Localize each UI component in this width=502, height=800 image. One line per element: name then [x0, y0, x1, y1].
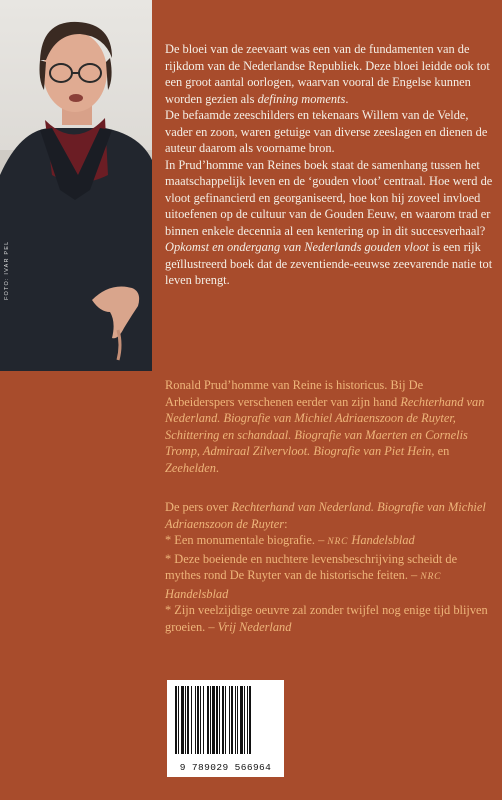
press-quotes [165, 499, 495, 635]
description-paragraph-2: De befaamde zeeschilders en tekenaars Willem van de Velde, vader en zoon, waren getuige van diverse zeeslagen en dienen de auteur daarom als voorname bron. [165, 108, 488, 155]
photo-credit: FOTO: IVAR PEL [4, 240, 10, 300]
author-photo [0, 0, 152, 371]
description-paragraph-1: De bloei van de zeevaart was een van de fundamenten van de rijkdom van de Nederlandse Republiek. Deze bloei leidde ook tot een groot aantal oorlogen, waarvan vooral de Engelse kunnen worden gezien als defining moments. [165, 42, 490, 106]
isbn-barcode [167, 680, 284, 777]
press-intro: De pers over Rechterhand van Nederland. Biografie van Michiel Adriaenszoon de Ruyter: [165, 500, 486, 531]
description-paragraph-3: In Prud’homme van Reines boek staat de samenhang tussen het maatschappelijk leven en de ‘gouden vloot’ centraal. Hoe werd de vloot gefinancierd en georganiseerd, hoe kon hij zoveel invloed uitoefenen op de cultuur van de Gouden Eeuw, en waarom trad er binnen enkele decennia al een kentering op in dit succesverhaal? [165, 157, 493, 238]
press-quote-3: * Zijn veelzijdige oeuvre zal zonder twijfel nog enige tijd blijven groeien. – Vrij Nederland [165, 603, 488, 634]
press-quote-1: * Een monumentale biografie. – NRC Handelsblad [165, 533, 415, 547]
description-paragraph-4: Opkomst en ondergang van Nederlands gouden vloot is een rijk geïllustreerd boek dat de zeventiende-eeuwse zeevarende natie tot leven brengt. [165, 240, 493, 287]
isbn-number: 9 789029 566964 [179, 762, 272, 773]
barcode-bars [175, 686, 276, 754]
book-description [165, 41, 495, 289]
press-quote-2: * Deze boeiende en nuchtere levensbeschrijving scheidt de mythes rond De Ruyter van de historische feiten. – NRC Handelsblad [165, 551, 458, 601]
author-bio: Ronald Prud’homme van Reine is historicus. Bij De Arbeiderspers verschenen eerder van zijn hand Rechterhand van Nederland. Biografie van Michiel Adriaenszoon de Ruyter, Schittering en schandaal. Biografie van Maerten en Cornelis Tromp, Admiraal Zilvervloot. Biografie van Piet Hein, en Zeehelden. [165, 378, 485, 475]
author-portrait-illustration [0, 0, 152, 371]
